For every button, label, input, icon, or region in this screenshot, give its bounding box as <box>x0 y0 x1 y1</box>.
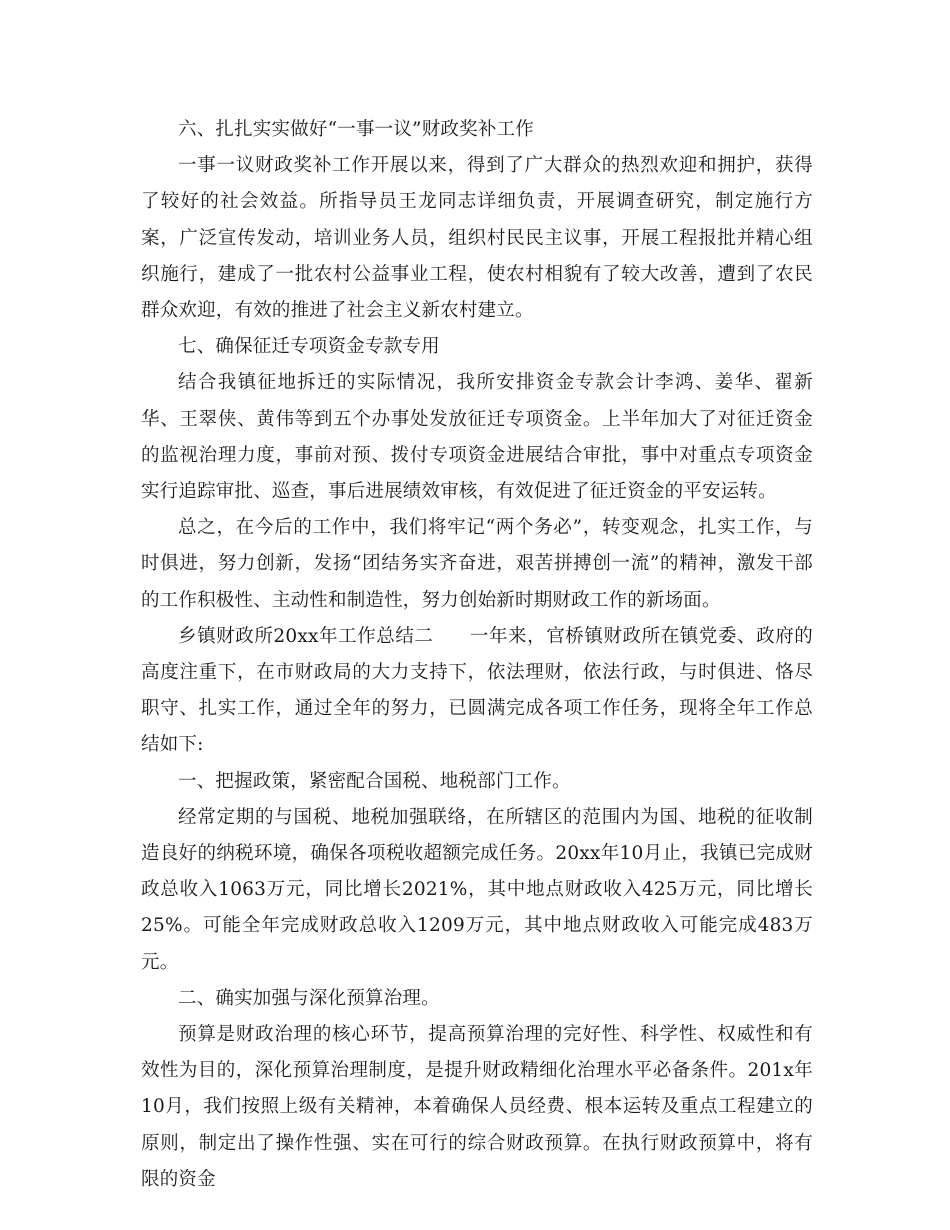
section-paragraph-6: 一事一议财政奖补工作开展以来，得到了广大群众的热烈欢迎和拥护，获得了较好的社会效益。所指导员王龙同志详细负责，开展调查研究，制定施行方案，广泛宣传发动，培训业务人员，组织村民民主议事，开展工程报批并精心组织施行，建成了一批农村公益事业工程，使农村相貌有了较大改善，遭到了农民群众欢迎，有效的推进了社会主义新农村建立。 <box>141 155 813 322</box>
point-heading-2: 二、确实加强与深化预算治理。 <box>178 987 440 1009</box>
part-two-title: 乡镇财政所20xx年工作总结二 <box>178 625 434 647</box>
summary-paragraph: 总之，在今后的工作中，我们将牢记“两个务必”，转变观念，扎实工作，与时俱进，努力创新，发扬“团结务实齐奋进，艰苦拼搏创一流”的精神，激发干部的工作积极性、主动性和制造性，努力创始新时期财政工作的新场面。 <box>141 517 813 611</box>
part-two-intro-text: 一年来，官桥镇财政所在镇党委、政府的高度注重下，在市财政局的大力支持下，依法理财，依法行政，与时俱进、恪尽职守、扎实工作，通过全年的努力，已圆满完成各项工作任务，现将全年工作总结如下: <box>141 625 813 756</box>
section-heading-6: 六、扎扎实实做好“一事一议”财政奖补工作 <box>178 119 534 140</box>
part-two-intro-paragraph <box>141 619 813 764</box>
point-paragraph-1: 经常定期的与国税、地税加强联络，在所辖区的范围内为国、地税的征收制造良好的纳税环境，确保各项税收超额完成任务。20xx年10月止，我镇已完成财政总收入1063万元，同比增长2021%，其中地点财政收入425万元，同比增长25%。可能全年完成财政总收入1209万元，其中地点财政收入可能完成483万元。 <box>141 806 813 973</box>
section-heading-7: 七、确保征迁专项资金专款专用 <box>178 336 440 358</box>
section-paragraph-7: 结合我镇征地拆迁的实际情况，我所安排资金专款会计李鸿、姜华、翟新华、王翠侠、黄伟等到五个办事处发放征迁专项资金。上半年加大了对征迁资金的监视治理力度，事前对预、拨付专项资金进展结合审批，事中对重点专项资金实行追踪审批、巡查，事后进展绩效审核，有效促进了征迁资金的平安运转。 <box>141 372 813 503</box>
point-paragraph-2: 预算是财政治理的核心环节，提高预算治理的完好性、科学性、权威性和有效性为目的，深化预算治理制度，是提升财政精细化治理水平必备条件。201x年10月，我们按照上级有关精神，本着确保人员经费、根本运转及重点工程建立的原则，制定出了操作性强、实在可行的综合财政预算。在执行财政预算中，将有限的资金 <box>141 1024 813 1190</box>
document-page <box>141 112 813 1198</box>
point-heading-1: 一、把握政策，紧密配合国税、地税部门工作。 <box>178 770 571 792</box>
